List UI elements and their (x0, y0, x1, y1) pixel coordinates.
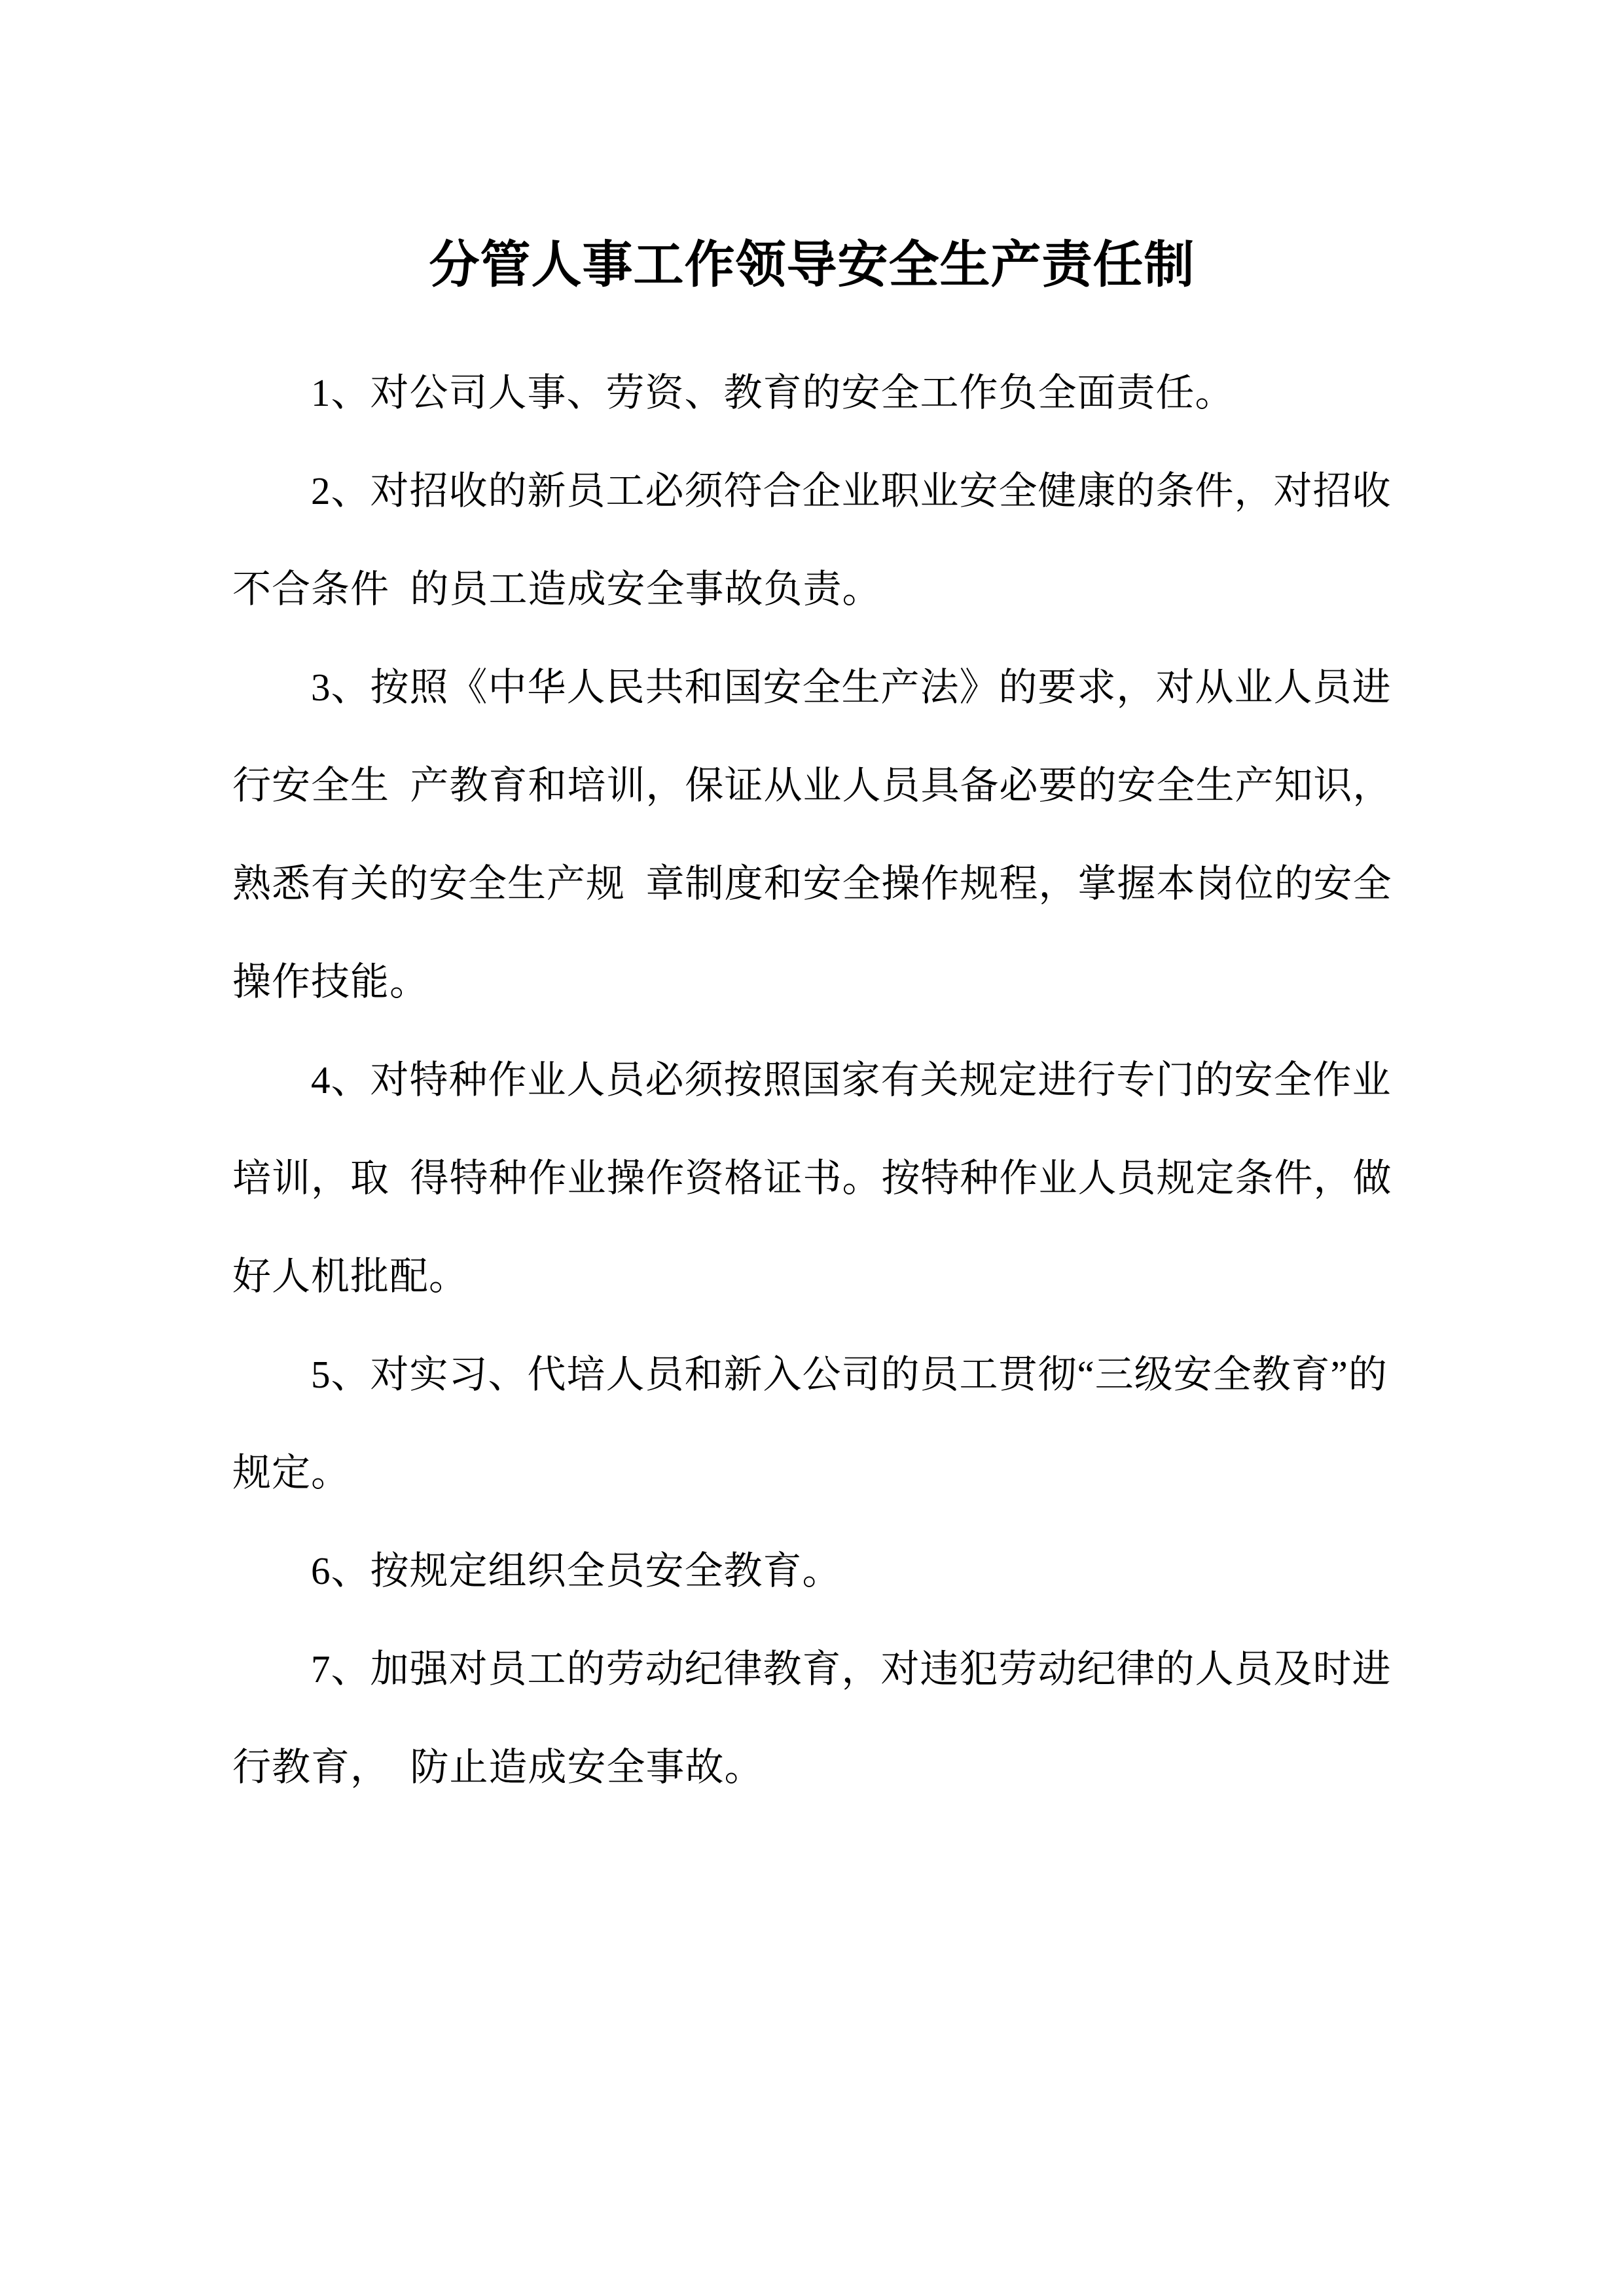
paragraph-3-line-4: 操作技能。 (232, 960, 429, 1003)
paragraph-4-line-2: 培训，取 得特种作业操作资格证书。按特种作业人员规定条件，做 (232, 1157, 1392, 1200)
paragraph-7-line-1: 7、加强对员工的劳动纪律教育，对违犯劳动纪律的人员及时进 (311, 1647, 1392, 1691)
document-title: 分管人事工作领导安全生产责任制 (429, 237, 1195, 293)
paragraph-5-line-2: 规定。 (232, 1451, 351, 1494)
paragraph-2-line-2: 不合条件 的员工造成安全事故负责。 (232, 567, 882, 611)
paragraph-3-line-2: 行安全生 产教育和培训，保证从业人员具备必要的安全生产知识， (232, 764, 1392, 807)
paragraph-7-line-2: 行教育， 防止造成安全事故。 (232, 1746, 764, 1789)
paragraph-4-line-1: 4、对特种作业人员必须按照国家有关规定进行专门的安全作业 (311, 1058, 1392, 1102)
paragraph-3-line-3: 熟悉有关的安全生产规 章制度和安全操作规程，掌握本岗位的安全 (232, 862, 1392, 905)
paragraph-4-line-3: 好人机批配。 (232, 1255, 469, 1298)
paragraph-2-line-1: 2、对招收的新员工必须符合企业职业安全健康的条件，对招收 (311, 469, 1392, 512)
paragraph-5-line-1: 5、对实习、代培人员和新入公司的员工贯彻“三级安全教育”的 (311, 1353, 1388, 1396)
paragraph-3-line-1: 3、按照《中华人民共和国安全生产法》的要求，对从业人员进 (311, 666, 1392, 709)
paragraph-6-line-1: 6、按规定组织全员安全教育。 (311, 1549, 842, 1592)
paragraph-1-line-1: 1、对公司人事、劳资、教育的安全工作负全面责任。 (311, 371, 1235, 414)
document-body (232, 344, 1392, 1816)
